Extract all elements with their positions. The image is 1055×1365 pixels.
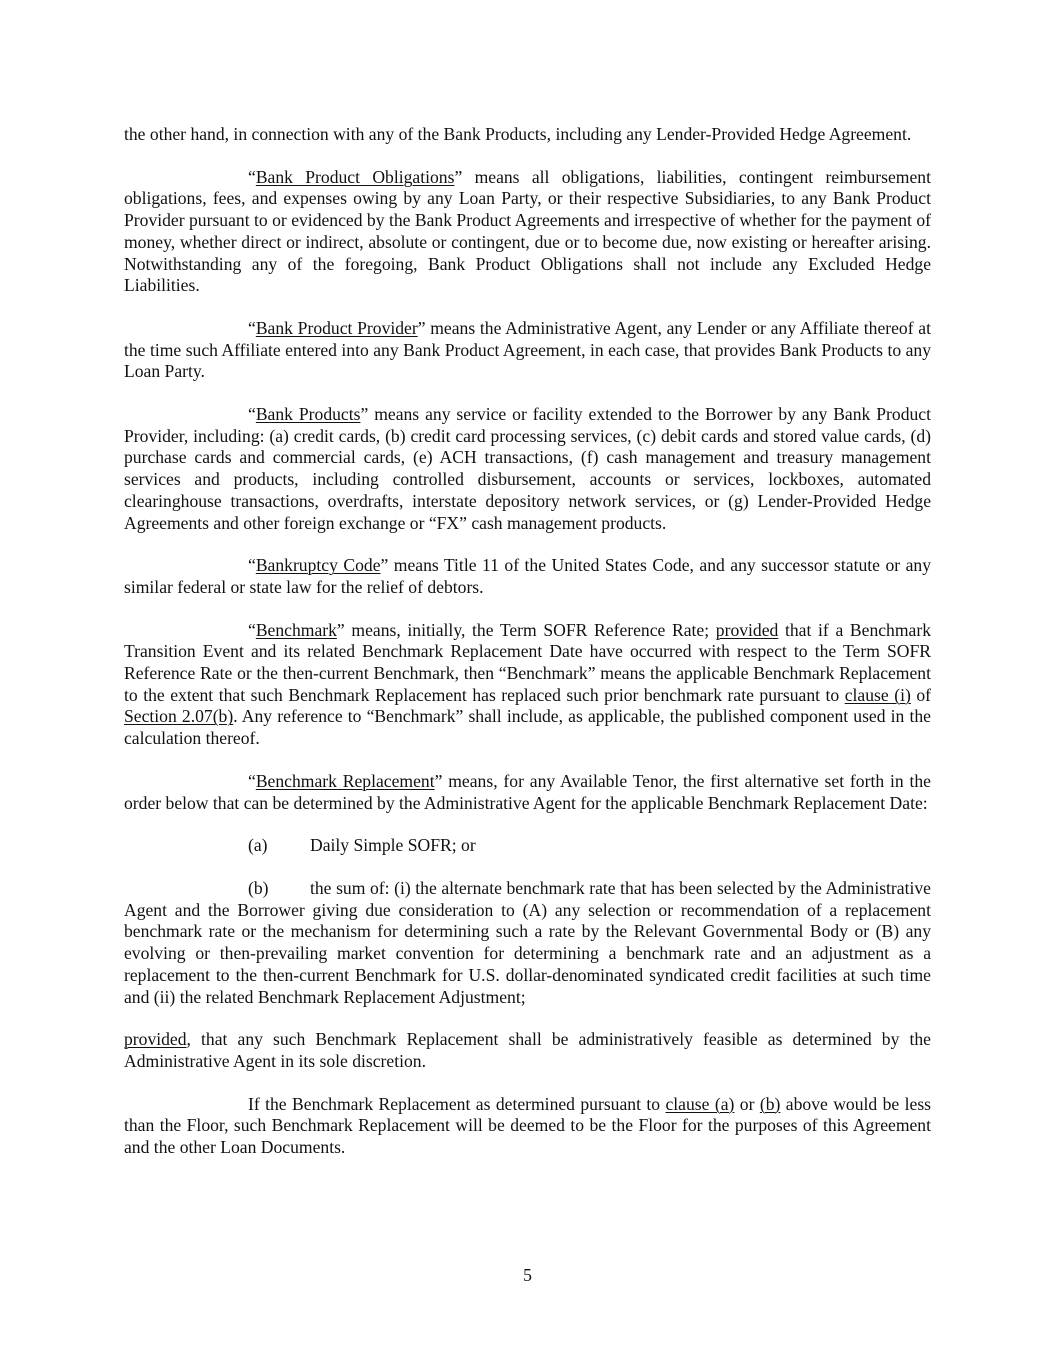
definition-benchmark-replacement xyxy=(124,771,931,814)
connector-text: or xyxy=(734,1093,760,1114)
open-quote: “ xyxy=(248,317,256,338)
list-item-a xyxy=(124,835,931,857)
page-number: 5 xyxy=(523,1265,532,1285)
definition-benchmark xyxy=(124,620,931,750)
definition-body: ” means Title 11 of the United States Code, and any successor statute or any similar federal or state law for the relief of debtors. xyxy=(124,555,931,597)
list-item-text: the sum of: (i) the alternate benchmark rate that has been selected by the Administrative Agent and the Borrower giving due consideration to (A) any selection or recommendation of a replacement benchmark rate or the mechanism for determining such a rate by the Relevant Governmental Body or (B) any evolving or then-prevailing market convention for determining a benchmark rate and an adjustment as a replacement to the then-current Benchmark for U.S. dollar-denominated syndicated credit facilities at such time and (ii) the related Benchmark Replacement Adjustment; xyxy=(124,877,931,1007)
provided-body: , that any such Benchmark Replacement shall be administratively feasible as determined by the Administrative Agent in its sole discretion. xyxy=(124,1029,931,1071)
definition-body: . Any reference to “Benchmark” shall include, as applicable, the published component used in the calculation thereof. xyxy=(124,706,931,749)
defined-term: Benchmark xyxy=(255,619,337,640)
open-quote: “ xyxy=(248,619,256,640)
definition-bankruptcy-code xyxy=(124,555,931,598)
open-quote: “ xyxy=(248,770,256,791)
definition-body: ” means any service or facility extended to the Borrower by any Bank Product Provider, including: (a) credit cards, (b) credit card processing services, (c) debit cards and stored value cards, (d) purchase cards and commercial cards, (e) ACH transactions, (f) cash management and treasury management services and products, including controlled disbursement, accounts or services, lockboxes, automated clearinghouse transactions, overdrafts, interstate depository network services, or (g) Lender-Provided Hedge Agreements and other foreign exchange or “FX” cash management products. xyxy=(124,404,931,533)
open-quote: “ xyxy=(248,555,256,576)
definition-bank-product-provider xyxy=(124,318,931,383)
paragraph-body: If the Benchmark Replacement as determined pursuant to xyxy=(248,1093,666,1114)
clause-a-reference: clause (a) xyxy=(665,1093,735,1114)
clause-reference: clause (i) xyxy=(844,684,911,705)
definition-bank-product-obligations xyxy=(124,167,931,297)
connector-text: of xyxy=(910,684,931,705)
list-item-label: (a) xyxy=(248,835,268,856)
defined-term: Bank Product Obligations xyxy=(255,166,455,187)
definition-body: ” means all obligations, liabilities, contingent reimbursement obligations, fees, and expenses owing by any Loan Party, or their respective Subsidiaries, to any Bank Product Provider pursuant to or evidenced by the Bank Product Agreements and irrespective of whether for the payment of money, whether direct or indirect, absolute or contingent, due or to become due, now existing or hereafter arising. Notwithstanding any of the foregoing, Bank Product Obligations shall not include any Excluded Hedge Liabilities. xyxy=(124,166,931,296)
definition-body: ” means the Administrative Agent, any Lender or any Affiliate thereof at the time such Affiliate entered into any Bank Product Agreement, in each case, that provides Bank Products to any Loan Party. xyxy=(124,317,931,382)
defined-term: Bankruptcy Code xyxy=(255,555,381,576)
defined-term: Bank Products xyxy=(255,404,361,425)
list-item-text: Daily Simple SOFR; or xyxy=(310,835,476,856)
defined-term: Benchmark Replacement xyxy=(255,770,435,791)
provided-emphasis: provided xyxy=(715,619,779,640)
definition-body: ” means, initially, the Term SOFR Reference Rate; xyxy=(336,619,716,640)
provided-paragraph xyxy=(124,1029,931,1072)
open-quote: “ xyxy=(248,404,256,425)
definition-body: ” means, for any Available Tenor, the first alternative set forth in the order below that can be determined by the Administrative Agent for the applicable Benchmark Replacement Date: xyxy=(124,770,931,813)
floor-paragraph xyxy=(124,1094,931,1159)
list-item-label: (b) xyxy=(248,877,269,898)
definition-body: that if a Benchmark Transition Event and its related Benchmark Replacement Date have occurred with respect to the Term SOFR Reference Rate or the then-current Benchmark, then “Benchmark” means the applicable Benchmark Replacement to the extent that such Benchmark Replacement has replaced such prior benchmark rate pursuant to xyxy=(124,619,931,705)
open-quote: “ xyxy=(248,166,256,187)
paragraph-body: above would be less than the Floor, such Benchmark Replacement will be deemed to be the Floor for the purposes of this Agreement and the other Loan Documents. xyxy=(124,1093,932,1158)
section-reference: Section 2.07(b) xyxy=(124,706,234,727)
intro-text: the other hand, in connection with any of the Bank Products, including any Lender-Provided Hedge Agreement. xyxy=(124,124,912,144)
defined-term: Bank Product Provider xyxy=(255,317,418,338)
clause-b-reference: (b) xyxy=(759,1093,781,1114)
list-item-b xyxy=(124,878,931,1008)
document-page xyxy=(124,124,931,1180)
provided-emphasis: provided xyxy=(124,1029,187,1050)
definition-bank-products xyxy=(124,404,931,534)
intro-paragraph xyxy=(124,124,931,146)
